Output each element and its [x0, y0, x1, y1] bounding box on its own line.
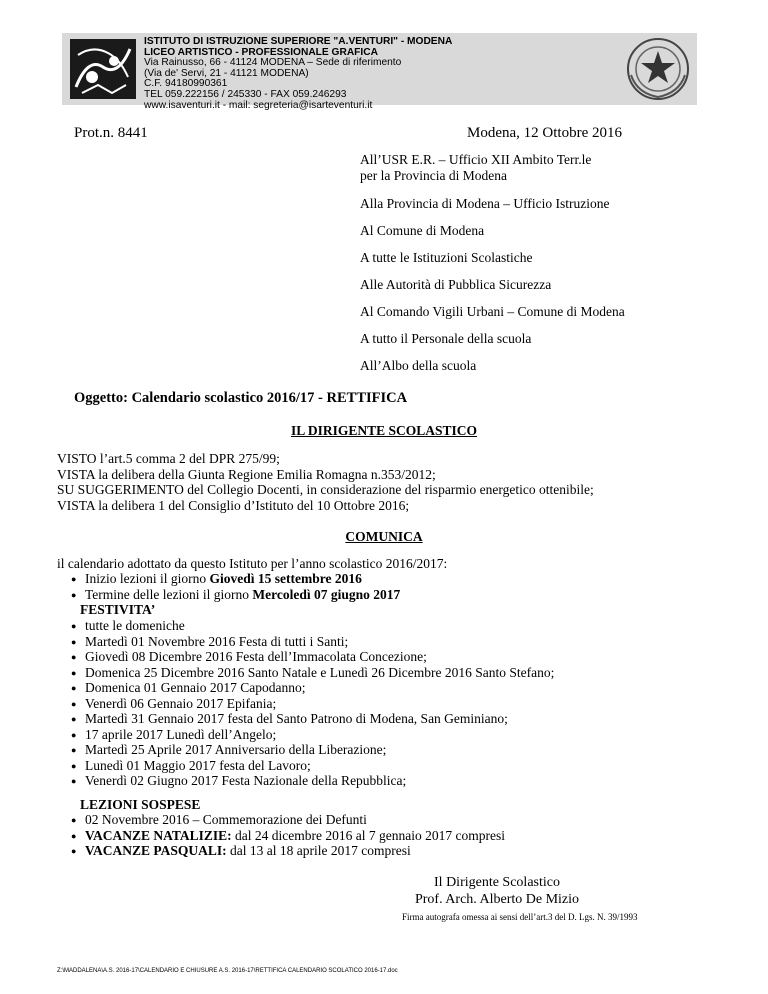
address-line-2: (Via de' Servi, 21 - 41121 MODENA) [144, 67, 309, 79]
bullet-icon: ● [71, 846, 77, 856]
list-item [57, 773, 406, 789]
file-path: Z:\MADDALENA\A.S. 2016-17\CALENDARIO E CHIUSURE A.S. 2016-17\RETTIFICA CALENDARIO SCOLATICO 2016-17.doc [57, 968, 398, 974]
bullet-icon: ● [71, 815, 77, 825]
festivita-item: Domenica 25 Dicembre 2016 Santo Natale e Lunedì 26 Dicembre 2016 Santo Stefano; [85, 664, 555, 680]
festivita-item: Venerdì 06 Gennaio 2017 Epifania; [85, 695, 277, 711]
festivita-item: Venerdì 02 Giugno 2017 Festa Nazionale della Repubblica; [85, 773, 407, 788]
letter-date: Modena, 12 Ottobre 2016 [467, 125, 622, 141]
letterhead [62, 33, 697, 111]
recipient-personale: A tutto il Personale della scuola [360, 331, 532, 346]
fiscal-code: C.F. 94180990361 [144, 78, 228, 90]
institute-subtitle: LICEO ARTISTICO - PROFESSIONALE GRAFICA [144, 46, 378, 58]
list-item [57, 680, 305, 696]
phone-fax: TEL 059.222156 / 245330 - FAX 059.246293 [144, 88, 347, 100]
visto-line: VISTA la delibera 1 del Consiglio d’Istituto del 10 Ottobre 2016; [57, 497, 410, 513]
festivita-item: Lunedì 01 Maggio 2017 festa del Lavoro; [85, 757, 311, 773]
bullet-icon: ● [71, 683, 77, 693]
bullet-icon: ● [71, 574, 77, 584]
subject-line: Oggetto: Calendario scolastico 2016/17 - RETTIFICA [74, 390, 408, 406]
start-date: Giovedì 15 settembre 2016 [209, 571, 362, 586]
bullet-icon: ● [71, 667, 77, 678]
list-item: ● Inizio lezioni il giorno Giovedì 15 settembre 2016 [57, 571, 362, 587]
festivita-item: Martedì 25 Aprile 2017 Anniversario della Liberazione; [85, 742, 387, 757]
bullet-icon: ● [71, 729, 77, 740]
recipient-usr-line2: per la Provincia di Modena [360, 168, 507, 183]
list-item [57, 618, 185, 634]
recipient-scuole: A tutte le Istituzioni Scolastiche [360, 250, 533, 265]
institute-name: ISTITUTO DI ISTRUZIONE SUPERIORE "A.VENTURI" - MODENA [144, 36, 453, 47]
list-item [57, 665, 554, 681]
visto-block [57, 451, 594, 513]
list-item [57, 742, 386, 758]
venturi-logo-icon [68, 37, 138, 101]
bullet-icon: ● [71, 745, 77, 755]
festivita-item: Giovedì 08 Dicembre 2016 Festa dell’Immacolata Concezione; [85, 649, 427, 664]
list-item [57, 696, 276, 712]
festivita-item: Martedì 31 Gennaio 2017 festa del Santo Patrono di Modena, San Geminiano; [85, 711, 508, 726]
festivita-label: FESTIVITA’ [80, 602, 156, 617]
recipient-vigili: Al Comando Vigili Urbani – Comune di Modena [360, 304, 625, 319]
festivita-item: Martedì 01 Novembre 2016 Festa di tutti i Santi; [85, 633, 349, 649]
visto-line: SU SUGGERIMENTO del Collegio Docenti, in considerazione del risparmio energetico ottenibile; [57, 482, 594, 498]
visto-line: VISTA la delibera della Giunta Regione Emilia Romagna n.353/2012; [57, 466, 436, 482]
dirigente-heading: IL DIRIGENTE SCOLASTICO [290, 423, 478, 438]
letterhead-text [144, 37, 614, 111]
list-item [57, 758, 311, 774]
bullet-icon: ● [71, 652, 77, 662]
signature-block [0, 874, 768, 908]
list-item [57, 649, 427, 665]
list-item: ● Termine delle lezioni il giorno Mercoledì 07 giugno 2017 [57, 587, 400, 603]
recipient-sicurezza: Alle Autorità di Pubblica Sicurezza [360, 277, 552, 292]
list-item [57, 634, 348, 650]
sospese-label: LEZIONI SOSPESE [80, 797, 201, 812]
bullet-icon: ● [71, 714, 77, 724]
bullet-icon: ● [71, 636, 77, 647]
calendar-intro: il calendario adottato da questo Istituto per l’anno scolastico 2016/2017: [57, 556, 448, 571]
bullet-icon: ● [71, 698, 77, 709]
bullet-icon: ● [71, 621, 77, 631]
recipient-usr [360, 152, 591, 184]
recipient-provincia: Alla Provincia di Modena – Ufficio Istruzione [360, 196, 610, 211]
recipient-usr-line1: All’USR E.R. – Ufficio XII Ambito Terr.le [360, 152, 592, 167]
recipient-comune: Al Comune di Modena [360, 223, 485, 238]
list-item [57, 727, 276, 743]
firma-note: Firma autografa omessa ai sensi dell’art.3 del D. Lgs. N. 39/1993 [402, 912, 638, 922]
list-item: ● 02 Novembre 2016 – Commemorazione dei Defunti [57, 812, 367, 828]
festivita-item: tutte le domeniche [85, 618, 185, 633]
bullet-icon: ● [71, 760, 77, 771]
bullet-icon: ● [71, 776, 77, 786]
bullet-icon: ● [71, 590, 77, 600]
recipient-albo: All’Albo della scuola [360, 358, 477, 373]
festivita-item: Domenica 01 Gennaio 2017 Capodanno; [85, 680, 306, 695]
web-mail: www.isaventuri.it - mail: segreteria@isarteventuri.it [144, 99, 373, 111]
comunica-heading: COMUNICA [345, 529, 423, 544]
list-item [57, 711, 508, 727]
visto-line: VISTO l’art.5 comma 2 del DPR 275/99; [57, 451, 280, 466]
address-line-1: Via Rainusso, 66 - 41124 MODENA – Sede di riferimento [144, 57, 402, 69]
signature-role: Il Dirigente Scolastico [434, 875, 560, 890]
republic-emblem-icon [623, 35, 693, 103]
bullet-icon: ● [71, 831, 77, 841]
end-date: Mercoledì 07 giugno 2017 [252, 587, 401, 602]
festivita-item: 17 aprile 2017 Lunedì dell’Angelo; [85, 726, 277, 742]
protocol-number: Prot.n. 8441 [74, 125, 148, 141]
list-item: ● VACANZE PASQUALI: dal 13 al 18 aprile 2017 compresi [57, 843, 411, 859]
list-item: ● VACANZE NATALIZIE: dal 24 dicembre 2016 al 7 gennaio 2017 compresi [57, 828, 505, 844]
signature-name: Prof. Arch. Alberto De Mizio [414, 892, 580, 907]
